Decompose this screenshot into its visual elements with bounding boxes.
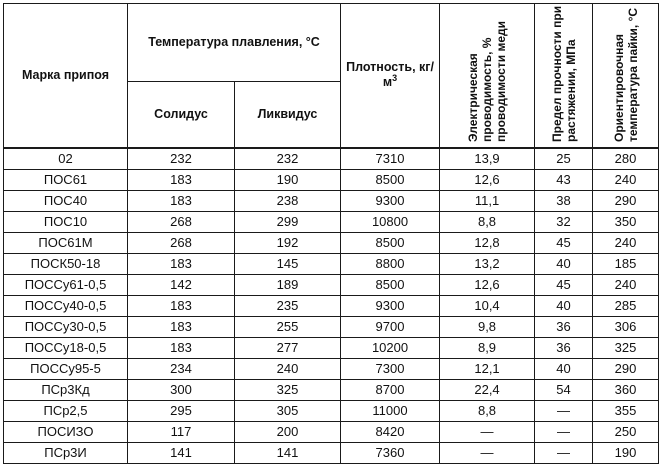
cell-soldering-temp: 280 xyxy=(593,148,659,170)
table-row xyxy=(4,400,659,421)
cell-soldering-temp: 290 xyxy=(593,358,659,379)
header-soldering-temp-label: Ориентировочная температура пайки, °С xyxy=(611,8,640,143)
cell-liquidus: 235 xyxy=(235,295,341,316)
header-density-exponent: 3 xyxy=(392,73,398,84)
cell-solidus: 268 xyxy=(128,211,235,232)
header-density xyxy=(341,4,440,148)
cell-density: 9300 xyxy=(341,190,440,211)
table-row xyxy=(4,421,659,442)
cell-grade: 02 xyxy=(4,148,128,170)
cell-solidus: 232 xyxy=(128,148,235,170)
cell-tensile-strength: 40 xyxy=(535,358,593,379)
table-row xyxy=(4,295,659,316)
cell-tensile-strength: 43 xyxy=(535,169,593,190)
cell-tensile-strength: — xyxy=(535,442,593,463)
cell-soldering-temp: 325 xyxy=(593,337,659,358)
cell-soldering-temp: 240 xyxy=(593,169,659,190)
header-melting-temp: Температура плавления, °С xyxy=(128,4,341,82)
cell-conductivity: 11,1 xyxy=(440,190,535,211)
cell-solidus: 295 xyxy=(128,400,235,421)
cell-density: 8500 xyxy=(341,274,440,295)
header-density-label: Плотность, кг/м xyxy=(346,60,434,90)
cell-solidus: 117 xyxy=(128,421,235,442)
table-row xyxy=(4,337,659,358)
cell-conductivity: 8,8 xyxy=(440,211,535,232)
cell-liquidus: 189 xyxy=(235,274,341,295)
cell-density: 10800 xyxy=(341,211,440,232)
cell-solidus: 183 xyxy=(128,169,235,190)
cell-tensile-strength: — xyxy=(535,421,593,442)
cell-density: 7360 xyxy=(341,442,440,463)
header-conductivity-label: Электрическая проводимость, % проводимости меди xyxy=(466,21,509,143)
cell-conductivity: 10,4 xyxy=(440,295,535,316)
cell-grade: ПОССу30-0,5 xyxy=(4,316,128,337)
cell-density: 10200 xyxy=(341,337,440,358)
cell-solidus: 183 xyxy=(128,295,235,316)
cell-conductivity: — xyxy=(440,442,535,463)
cell-liquidus: 299 xyxy=(235,211,341,232)
table-row xyxy=(4,379,659,400)
cell-solidus: 300 xyxy=(128,379,235,400)
cell-conductivity: 12,1 xyxy=(440,358,535,379)
table-row xyxy=(4,442,659,463)
cell-tensile-strength: 36 xyxy=(535,337,593,358)
cell-solidus: 234 xyxy=(128,358,235,379)
cell-grade: ПОССу40-0,5 xyxy=(4,295,128,316)
table-row xyxy=(4,190,659,211)
cell-density: 8700 xyxy=(341,379,440,400)
cell-soldering-temp: 360 xyxy=(593,379,659,400)
cell-density: 9300 xyxy=(341,295,440,316)
table-row xyxy=(4,169,659,190)
cell-conductivity: 12,6 xyxy=(440,274,535,295)
table-row xyxy=(4,274,659,295)
cell-solidus: 268 xyxy=(128,232,235,253)
cell-conductivity: 9,8 xyxy=(440,316,535,337)
cell-tensile-strength: 40 xyxy=(535,295,593,316)
cell-conductivity: — xyxy=(440,421,535,442)
cell-density: 9700 xyxy=(341,316,440,337)
cell-conductivity: 12,8 xyxy=(440,232,535,253)
cell-grade: ПОССу18-0,5 xyxy=(4,337,128,358)
table-row xyxy=(4,316,659,337)
cell-tensile-strength: 54 xyxy=(535,379,593,400)
cell-density: 8420 xyxy=(341,421,440,442)
cell-liquidus: 240 xyxy=(235,358,341,379)
cell-soldering-temp: 185 xyxy=(593,253,659,274)
cell-conductivity: 8,8 xyxy=(440,400,535,421)
cell-liquidus: 305 xyxy=(235,400,341,421)
cell-tensile-strength: 45 xyxy=(535,232,593,253)
cell-grade: ПСр2,5 xyxy=(4,400,128,421)
header-conductivity xyxy=(440,4,535,148)
cell-grade: ПОССу61-0,5 xyxy=(4,274,128,295)
cell-density: 11000 xyxy=(341,400,440,421)
table-body xyxy=(4,148,659,464)
cell-soldering-temp: 306 xyxy=(593,316,659,337)
cell-conductivity: 12,6 xyxy=(440,169,535,190)
cell-soldering-temp: 240 xyxy=(593,274,659,295)
cell-liquidus: 145 xyxy=(235,253,341,274)
header-tensile-strength xyxy=(535,4,593,148)
cell-grade: ПОС61 xyxy=(4,169,128,190)
cell-liquidus: 141 xyxy=(235,442,341,463)
cell-grade: ПОССу95-5 xyxy=(4,358,128,379)
cell-tensile-strength: 38 xyxy=(535,190,593,211)
cell-liquidus: 277 xyxy=(235,337,341,358)
cell-conductivity: 8,9 xyxy=(440,337,535,358)
cell-soldering-temp: 290 xyxy=(593,190,659,211)
cell-tensile-strength: 45 xyxy=(535,274,593,295)
cell-density: 7300 xyxy=(341,358,440,379)
cell-tensile-strength: 40 xyxy=(535,253,593,274)
cell-liquidus: 255 xyxy=(235,316,341,337)
cell-solidus: 142 xyxy=(128,274,235,295)
cell-liquidus: 238 xyxy=(235,190,341,211)
solder-properties-table xyxy=(3,3,659,464)
cell-density: 8800 xyxy=(341,253,440,274)
cell-soldering-temp: 355 xyxy=(593,400,659,421)
header-soldering-temp xyxy=(593,4,659,148)
cell-grade: ПСр3Кд xyxy=(4,379,128,400)
cell-soldering-temp: 285 xyxy=(593,295,659,316)
cell-liquidus: 190 xyxy=(235,169,341,190)
cell-solidus: 183 xyxy=(128,190,235,211)
cell-soldering-temp: 240 xyxy=(593,232,659,253)
cell-solidus: 141 xyxy=(128,442,235,463)
cell-grade: ПОСК50-18 xyxy=(4,253,128,274)
cell-grade: ПОСИЗО xyxy=(4,421,128,442)
table-row xyxy=(4,358,659,379)
table-row xyxy=(4,232,659,253)
cell-soldering-temp: 190 xyxy=(593,442,659,463)
table-row xyxy=(4,211,659,232)
header-solidus: Солидус xyxy=(128,82,235,148)
cell-density: 8500 xyxy=(341,169,440,190)
header-liquidus: Ликвидус xyxy=(235,82,341,148)
cell-tensile-strength: — xyxy=(535,400,593,421)
cell-soldering-temp: 250 xyxy=(593,421,659,442)
cell-tensile-strength: 25 xyxy=(535,148,593,170)
table-row xyxy=(4,148,659,170)
cell-solidus: 183 xyxy=(128,253,235,274)
cell-liquidus: 192 xyxy=(235,232,341,253)
cell-grade: ПСр3И xyxy=(4,442,128,463)
cell-density: 8500 xyxy=(341,232,440,253)
cell-liquidus: 325 xyxy=(235,379,341,400)
cell-density: 7310 xyxy=(341,148,440,170)
cell-tensile-strength: 36 xyxy=(535,316,593,337)
cell-conductivity: 13,9 xyxy=(440,148,535,170)
cell-conductivity: 13,2 xyxy=(440,253,535,274)
cell-conductivity: 22,4 xyxy=(440,379,535,400)
table-row xyxy=(4,253,659,274)
cell-solidus: 183 xyxy=(128,337,235,358)
cell-solidus: 183 xyxy=(128,316,235,337)
header-grade: Марка припоя xyxy=(4,4,128,148)
cell-soldering-temp: 350 xyxy=(593,211,659,232)
cell-liquidus: 200 xyxy=(235,421,341,442)
cell-tensile-strength: 32 xyxy=(535,211,593,232)
header-tensile-strength-label: Предел прочности при растяжении, МПа xyxy=(549,6,578,143)
cell-liquidus: 232 xyxy=(235,148,341,170)
cell-grade: ПОС40 xyxy=(4,190,128,211)
cell-grade: ПОС10 xyxy=(4,211,128,232)
cell-grade: ПОС61М xyxy=(4,232,128,253)
